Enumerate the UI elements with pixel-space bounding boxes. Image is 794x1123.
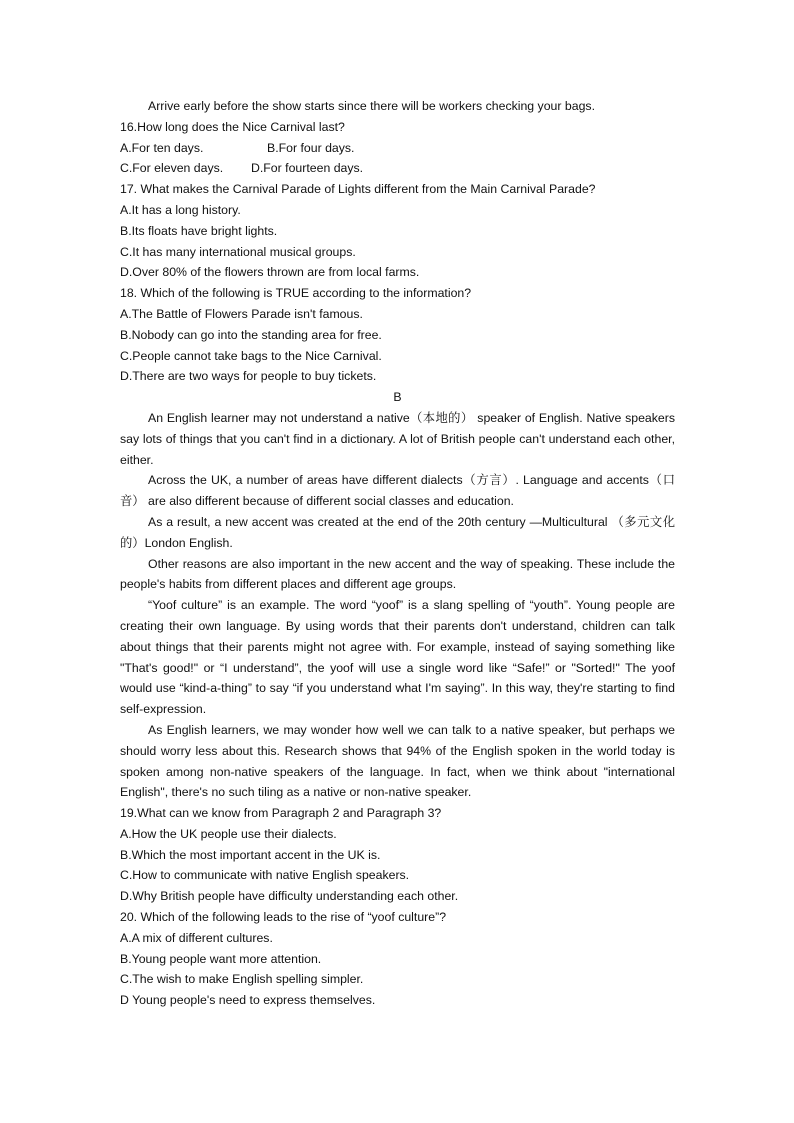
q19-option-d: D.Why British people have difficulty understanding each other. (120, 889, 459, 904)
q16-options-row-2 (120, 158, 675, 179)
tip-text: Arrive early before the show starts since there will be workers checking your bags. (148, 99, 595, 113)
q19-option-a: A.How the UK people use their dialects. (120, 826, 337, 841)
section-b-heading: B (393, 390, 402, 405)
q17-option-d: D.Over 80% of the flowers thrown are from local farms. (120, 265, 420, 280)
q18-option-c: C.People cannot take bags to the Nice Carnival. (120, 348, 382, 363)
q20-option-d: D Young people's need to express themselves. (120, 993, 376, 1008)
q20-option-a: A.A mix of different cultures. (120, 930, 273, 945)
q20-option-b: B.Young people want more attention. (120, 951, 322, 966)
q16-option-c: C.For eleven days. (120, 161, 224, 176)
passage-paragraph-1: An English learner may not understand a native（本地的） speaker of English. Native speakers say lots of things that you can't find in a dictionary. A lot of British people can't understand each other, either. (120, 410, 675, 467)
passage-paragraph-3: As a result, a new accent was created at the end of the 20th century —Multicultural （多元文化的）London English. (120, 514, 675, 550)
question-20: 20. Which of the following leads to the rise of “yoof culture”? (120, 910, 447, 925)
passage-paragraph-4: Other reasons are also important in the new accent and the way of speaking. These include the people's habits from different places and different age groups. (120, 556, 675, 592)
q17-option-b: B.Its floats have bright lights. (120, 223, 278, 238)
q19-option-c: C.How to communicate with native English speakers. (120, 868, 410, 883)
q17-option-a: A.It has a long history. (120, 202, 241, 217)
q16-option-d: D.For fourteen days. (251, 161, 364, 176)
question-16: 16.How long does the Nice Carnival last? (120, 119, 345, 134)
q18-option-d: D.There are two ways for people to buy tickets. (120, 369, 377, 384)
q19-option-b: B.Which the most important accent in the UK is. (120, 847, 381, 862)
q16-option-b: B.For four days. (267, 140, 355, 155)
document-page (120, 96, 675, 1011)
passage-paragraph-6: As English learners, we may wonder how well we can talk to a native speaker, but perhaps we should worry less about this. Research shows that 94% of the English spoken in the world today is spoken among non-native speakers of the language. In fact, when we think about "international English", there's no such tiling as a native or non-native speaker. (120, 722, 675, 800)
q16-options-row-1 (120, 138, 675, 159)
q17-option-c: C.It has many international musical groups. (120, 244, 356, 259)
q16-option-a: A.For ten days. (120, 140, 204, 155)
passage-paragraph-2: Across the UK, a number of areas have different dialects（方言）. Language and accents（口音） are also different because of different social classes and education. (120, 473, 675, 509)
q18-option-b: B.Nobody can go into the standing area for free. (120, 327, 382, 342)
passage-paragraph-5: “Yoof culture” is an example. The word “yoof” is a slang spelling of “youth”. Young people are creating their own language. By using words that their parents don't understand, children can talk about things that their parents might not agree with. For example, instead of saying something like "That's good!" or “I understand”, the yoof will use a single word like “Safe!” or "Sorted!" The yoof would use “kind-a-thing” to say “if you understand what I'm saying”. In this way, they're starting to find self-expression. (120, 598, 675, 717)
question-17: 17. What makes the Carnival Parade of Lights different from the Main Carnival Parade? (120, 182, 596, 197)
question-18: 18. Which of the following is TRUE according to the information? (120, 286, 472, 301)
q18-option-a: A.The Battle of Flowers Parade isn't famous. (120, 306, 363, 321)
question-19: 19.What can we know from Paragraph 2 and Paragraph 3? (120, 806, 442, 821)
q20-option-c: C.The wish to make English spelling simpler. (120, 972, 364, 987)
